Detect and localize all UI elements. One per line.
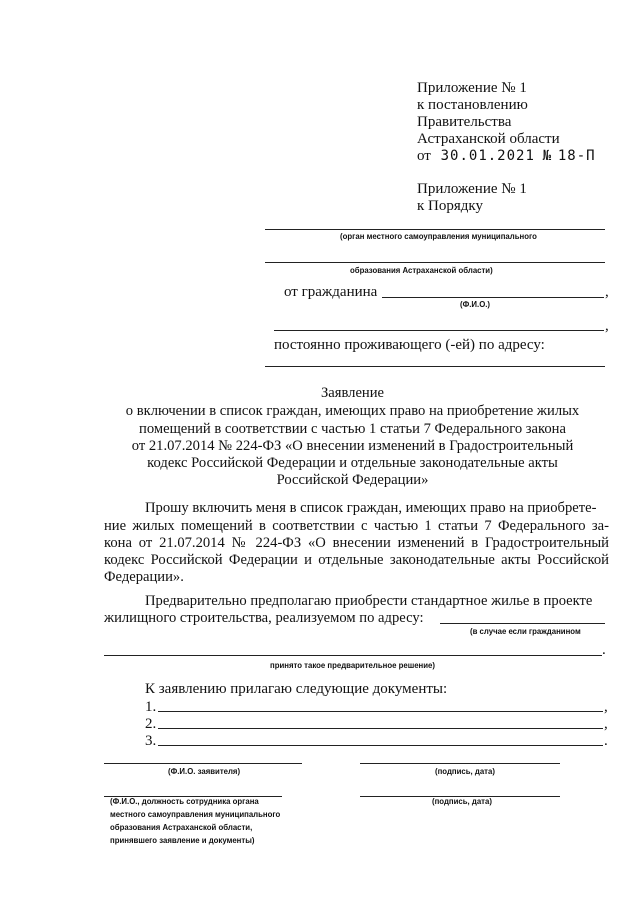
applicant-sign-line [360, 763, 560, 764]
number-sign: № [542, 148, 553, 164]
authority-line-1 [265, 229, 605, 230]
housing-address-line [440, 623, 605, 624]
attachment-end-1: , [604, 699, 608, 715]
to-order-label: к Порядку [417, 198, 483, 214]
attachment-line-2 [158, 728, 603, 729]
para1-line-3: кона от 21.07.2014 № 224-ФЗ «О внесении изменений в Градостроительный [104, 535, 609, 551]
appendix-1-label: Приложение № 1 [417, 80, 527, 96]
citizen-extra-line [274, 330, 604, 331]
official-caption-3: образования Астраханской области, [110, 823, 253, 832]
attachments-label: К заявлению прилагаю следующие документы: [145, 681, 448, 697]
address-label: постоянно проживающего (-ей) по адресу: [274, 337, 545, 353]
title-line-3: от 21.07.2014 № 224-ФЗ «О внесении изменений в Градостроительный [131, 438, 574, 454]
period-1: . [602, 642, 606, 658]
title-line-4: кодекс Российской Федерации и отдельные законодательные акты [147, 455, 558, 471]
attachment-line-3 [158, 745, 603, 746]
government-label: Правительства [417, 114, 512, 130]
to-resolution-label: к постановлению [417, 97, 528, 113]
applicant-sign-caption: (подпись, дата) [435, 767, 495, 776]
resolution-date-line [417, 148, 596, 165]
region-label: Астраханской области [417, 131, 560, 147]
para1-line-2: ние жилых помещений в соответствии с частью 1 статьи 7 Федерального за- [104, 518, 609, 534]
applicant-fio-line [104, 763, 302, 764]
fio-caption: (Ф.И.О.) [460, 300, 491, 309]
para2-line-2: жилищного строительства, реализуемом по адресу: [104, 610, 424, 626]
attachment-num-1: 1. [145, 699, 157, 715]
official-sign-caption: (подпись, дата) [432, 797, 492, 806]
authority-caption-1: (орган местного самоуправления муниципального [340, 232, 537, 241]
attachment-end-3: . [604, 733, 608, 749]
attachment-line-1 [158, 711, 603, 712]
para1-line-5: Федерации». [104, 569, 184, 585]
address-line [265, 366, 605, 367]
from-label: от [417, 148, 431, 164]
housing-address-line-2 [104, 655, 602, 656]
stamp-number: 18-П [557, 148, 596, 164]
attachment-end-2: , [604, 716, 608, 732]
document-title: Заявление [320, 385, 385, 401]
title-line-1: о включении в список граждан, имеющих право на приобретение жилых [125, 403, 580, 419]
caption-decision: принято такое предварительное решение) [270, 661, 435, 670]
caption-if-citizen: (в случае если гражданином [470, 627, 581, 636]
appendix-1b-label: Приложение № 1 [417, 181, 527, 197]
official-caption-2: местного самоуправления муниципального [110, 810, 281, 819]
authority-line-2 [265, 262, 605, 263]
comma-1: , [605, 284, 609, 300]
applicant-fio-caption: (Ф.И.О. заявителя) [168, 767, 241, 776]
attachment-num-3: 3. [145, 733, 157, 749]
stamp-date: 30.01.2021 [440, 148, 535, 164]
authority-caption-2: образования Астраханской области) [350, 266, 493, 275]
official-caption-4: принявшего заявление и документы) [110, 836, 255, 845]
attachment-num-2: 2. [145, 716, 157, 732]
para1-line-4: кодекс Российской Федерации и отдельные законодательные акты Российской [104, 552, 609, 568]
para1-line-1: Прошу включить меня в список граждан, имеющих право на приобрете- [145, 500, 597, 516]
from-citizen-label: от гражданина [284, 284, 378, 300]
title-line-2: помещений в соответствии с частью 1 статьи 7 Федерального закона [139, 421, 566, 437]
title-line-5: Российской Федерации» [276, 472, 429, 488]
official-caption-1: (Ф.И.О., должность сотрудника органа [110, 797, 259, 806]
citizen-name-line [382, 297, 604, 298]
para2-line-1: Предварительно предполагаю приобрести стандартное жилье в проекте [145, 593, 593, 609]
comma-2: , [605, 318, 609, 334]
